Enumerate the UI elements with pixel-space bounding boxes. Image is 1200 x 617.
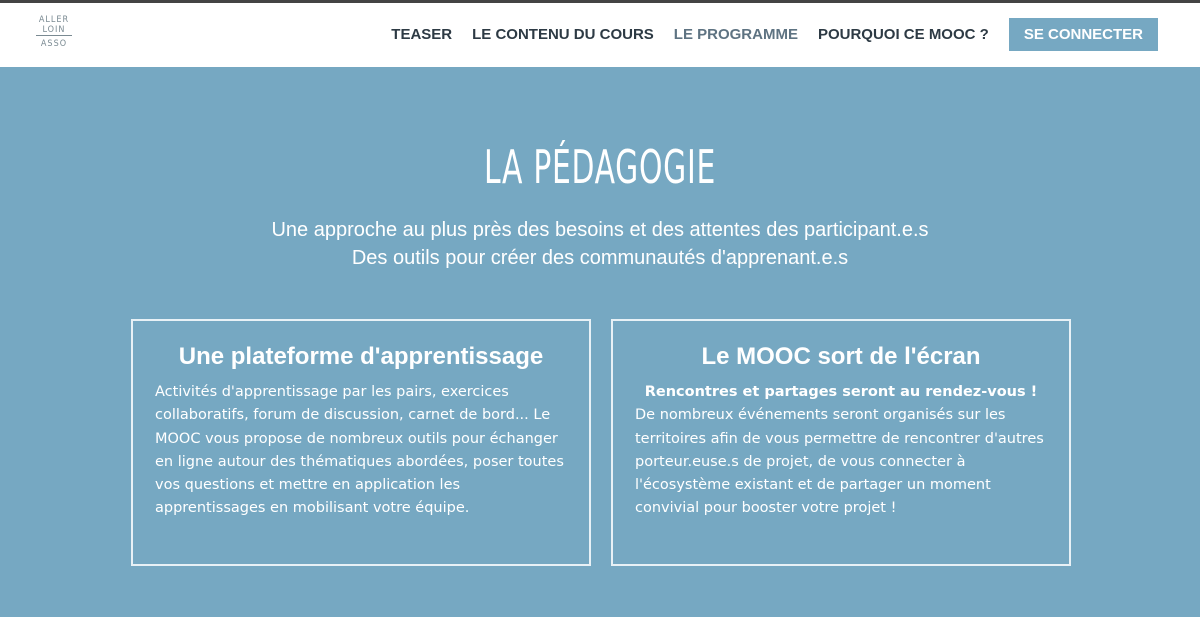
header xyxy=(0,3,1200,67)
logo-text: ASSO xyxy=(40,39,68,49)
logo-text: ALLER xyxy=(38,15,70,25)
card-text: De nombreux événements seront organisés sur les territoires afin de vous permettre de rencontrer d'autres porteur.euse.s de projet, de vous connecter à l'écosystème existant et de partager un moment convivial pour booster votre projet ! xyxy=(635,407,1044,517)
card-lead: Rencontres et partages seront au rendez-vous ! xyxy=(644,384,1038,400)
main-nav xyxy=(371,18,1158,51)
nav-programme[interactable]: LE PROGRAMME xyxy=(673,26,798,43)
card-platform xyxy=(131,319,591,566)
card-title: Une plateforme d'apprentissage xyxy=(178,343,544,370)
logo-text: LOIN xyxy=(36,25,72,36)
section-subtitle xyxy=(0,216,1200,272)
subtitle-line: Des outils pour créer des communautés d'apprenant.e.s xyxy=(351,247,849,269)
subtitle-line: Une approche au plus près des besoins et des attentes des participant.e.s xyxy=(271,219,929,241)
section-title: LA PÉDAGOGIE xyxy=(483,140,717,194)
card-title: Le MOOC sort de l'écran xyxy=(701,343,981,370)
nav-pourquoi[interactable]: POURQUOI CE MOOC ? xyxy=(817,26,989,43)
card-offline xyxy=(611,319,1071,566)
login-button[interactable]: SE CONNECTER xyxy=(1009,18,1158,51)
card-text: Activités d'apprentissage par les pairs, exercices collaboratifs, forum de discussion, carnet de bord... Le MOOC vous propose de nombreux outils pour échanger en ligne autour des thématiques abordées, poser toutes vos questions et mettre en application les apprentissages en mobilisant votre équipe. xyxy=(155,384,564,517)
nav-contenu[interactable]: LE CONTENU DU COURS xyxy=(472,26,654,43)
nav-teaser[interactable]: TEASER xyxy=(391,26,453,43)
logo[interactable] xyxy=(34,15,74,49)
